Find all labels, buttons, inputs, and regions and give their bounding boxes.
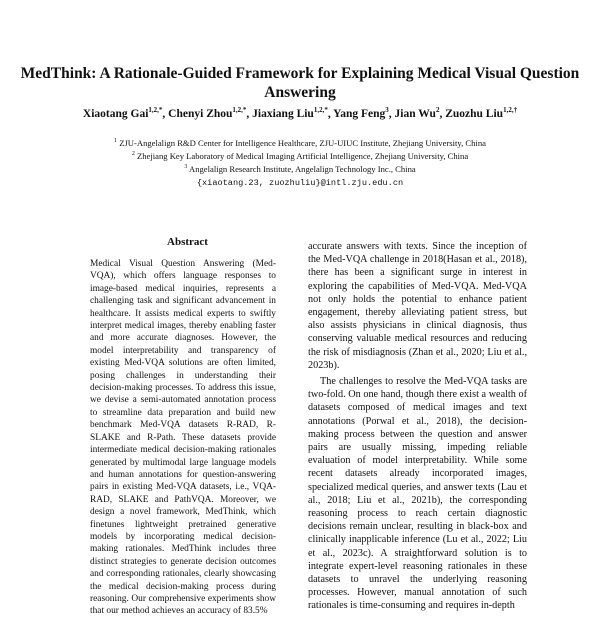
author-affiliation-mark: 1,2,* bbox=[232, 106, 247, 114]
abstract-body: Medical Visual Question Answering (Med-VQA), which offers language responses to image-based medical inquiries, represents a challenging task and significant advancement in healthcare. It assists medical experts to swiftly interpret medical images, thereby enabling faster and more accurate diagnoses. However, the model interpretability and transparency of existing Med-VQA solutions are often limited, posing challenges in understanding their decision-making processes. To address this issue, we devise a semi-automated annotation process to streamline data preparation and build new benchmark Med-VQA datasets R-RAD, R-SLAKE and R-Path. These datasets provide intermediate medical decision-making rationales generated by multimodal large language models and human annotations for question-answering pairs in existing Med-VQA datasets, i.e., VQA-RAD, SLAKE and PathVQA. Moreover, we design a novel framework, MedThink, which finetunes lightweight pretrained generative models by incorporating medical decision-making rationales. MedThink includes three distinct strategies to generate decision outcomes and corresponding rationales, clearly showcasing the medical decision-making process during reasoning. Our comprehensive experiments show that our method achieves an accuracy of 83.5% bbox=[90, 259, 276, 617]
affiliation-mark: 3 bbox=[184, 164, 188, 171]
author-affiliation-mark: 1,2,* bbox=[148, 106, 163, 114]
author-name: Zuozhu Liu bbox=[445, 107, 504, 120]
author-name: Jiaxiang Liu bbox=[252, 107, 314, 120]
body-paragraph: The challenges to resolve the Med-VQA tasks are two-fold. On one hand, though there exist a wealth of datasets composed of medical images and text annotations (Porwal et al., 2018), the decision-making process between the question and answer pairs are usually missing, impeding reliable evaluation of model interpretability. While some recent datasets already incorporated images, specialized medical queries, and answer texts (Lau et al., 2018; Liu et al., 2021b), the corresponding reasoning process to reach certain diagnostic decisions remain unclear, resulting in black-box and clinically inapplicable inference (Lu et al., 2022; Liu et al., 2023c). A straightforward solution is to integrate expert-level reasoning rationales in these datasets to unravel the underlying reasoning processes. However, manual annotation of such rationales is time-consuming and requires in-depth bbox=[308, 376, 527, 612]
author-name: Chenyi Zhou bbox=[168, 107, 233, 120]
introduction-column bbox=[308, 240, 527, 613]
affiliation-mark: 1 bbox=[114, 138, 118, 145]
affiliation-mark: 2 bbox=[131, 151, 135, 158]
author-affiliation-mark: 3 bbox=[385, 106, 389, 114]
author-name: Yang Feng bbox=[333, 107, 386, 120]
author-name: Jian Wu bbox=[394, 107, 436, 120]
affiliation-text: Angelalign Research Institute, Angelalign Technology Inc., China bbox=[189, 164, 416, 174]
author-affiliation-mark: 1,2,* bbox=[313, 106, 328, 114]
body-paragraph: accurate answers with texts. Since the inception of the Med-VQA challenge in 2018(Hasan et al., 2018), there has been a significant surge in interest in exploring the capabilities of Med-VQA. Med-VQA not only holds the potential to enhance patient engagement, thereby alleviating patient stress, but also assists physicians in clinical diagnosis, thus conserving valuable medical resources and reducing the risk of misdiagnosis (Zhan et al., 2020; Liu et al., 2023b). bbox=[308, 241, 527, 371]
affiliation-1 bbox=[0, 138, 600, 148]
author-name: Xiaotang Gai bbox=[82, 107, 149, 120]
paper-title: MedThink: A Rationale-Guided Framework for Explaining Medical Visual Question Answering bbox=[20, 65, 580, 101]
affiliation-3 bbox=[0, 164, 600, 174]
author-affiliation-mark: 2 bbox=[435, 106, 440, 114]
contact-email: {xiaotang.23, zuozhuliu}@intl.zju.edu.cn bbox=[196, 178, 404, 188]
affiliation-text: Zhejiang Key Laboratory of Medical Imaging Artificial Intelligence, Zhejiang University, China bbox=[137, 151, 469, 161]
affiliation-2 bbox=[0, 151, 600, 161]
contact-email-line bbox=[0, 177, 600, 188]
author-affiliation-mark: 1,2,† bbox=[503, 106, 518, 114]
abstract-heading: Abstract bbox=[167, 236, 208, 248]
author-list: Xiaotang Gai$^{1,2,*}$, Chenyi Zhou$^{1,2,*}$, Jiaxiang Liu$^{1,2,*}$, Yang Feng$^3$, Jian Wu$^2$, Zuozhu Liu$^{1,2,\dagger}$ bbox=[82, 106, 518, 120]
affiliation-text: ZJU-Angelalign R&D Center for Intelligence Healthcare, ZJU-UIUC Institute, Zhejiang University, China bbox=[119, 138, 486, 148]
